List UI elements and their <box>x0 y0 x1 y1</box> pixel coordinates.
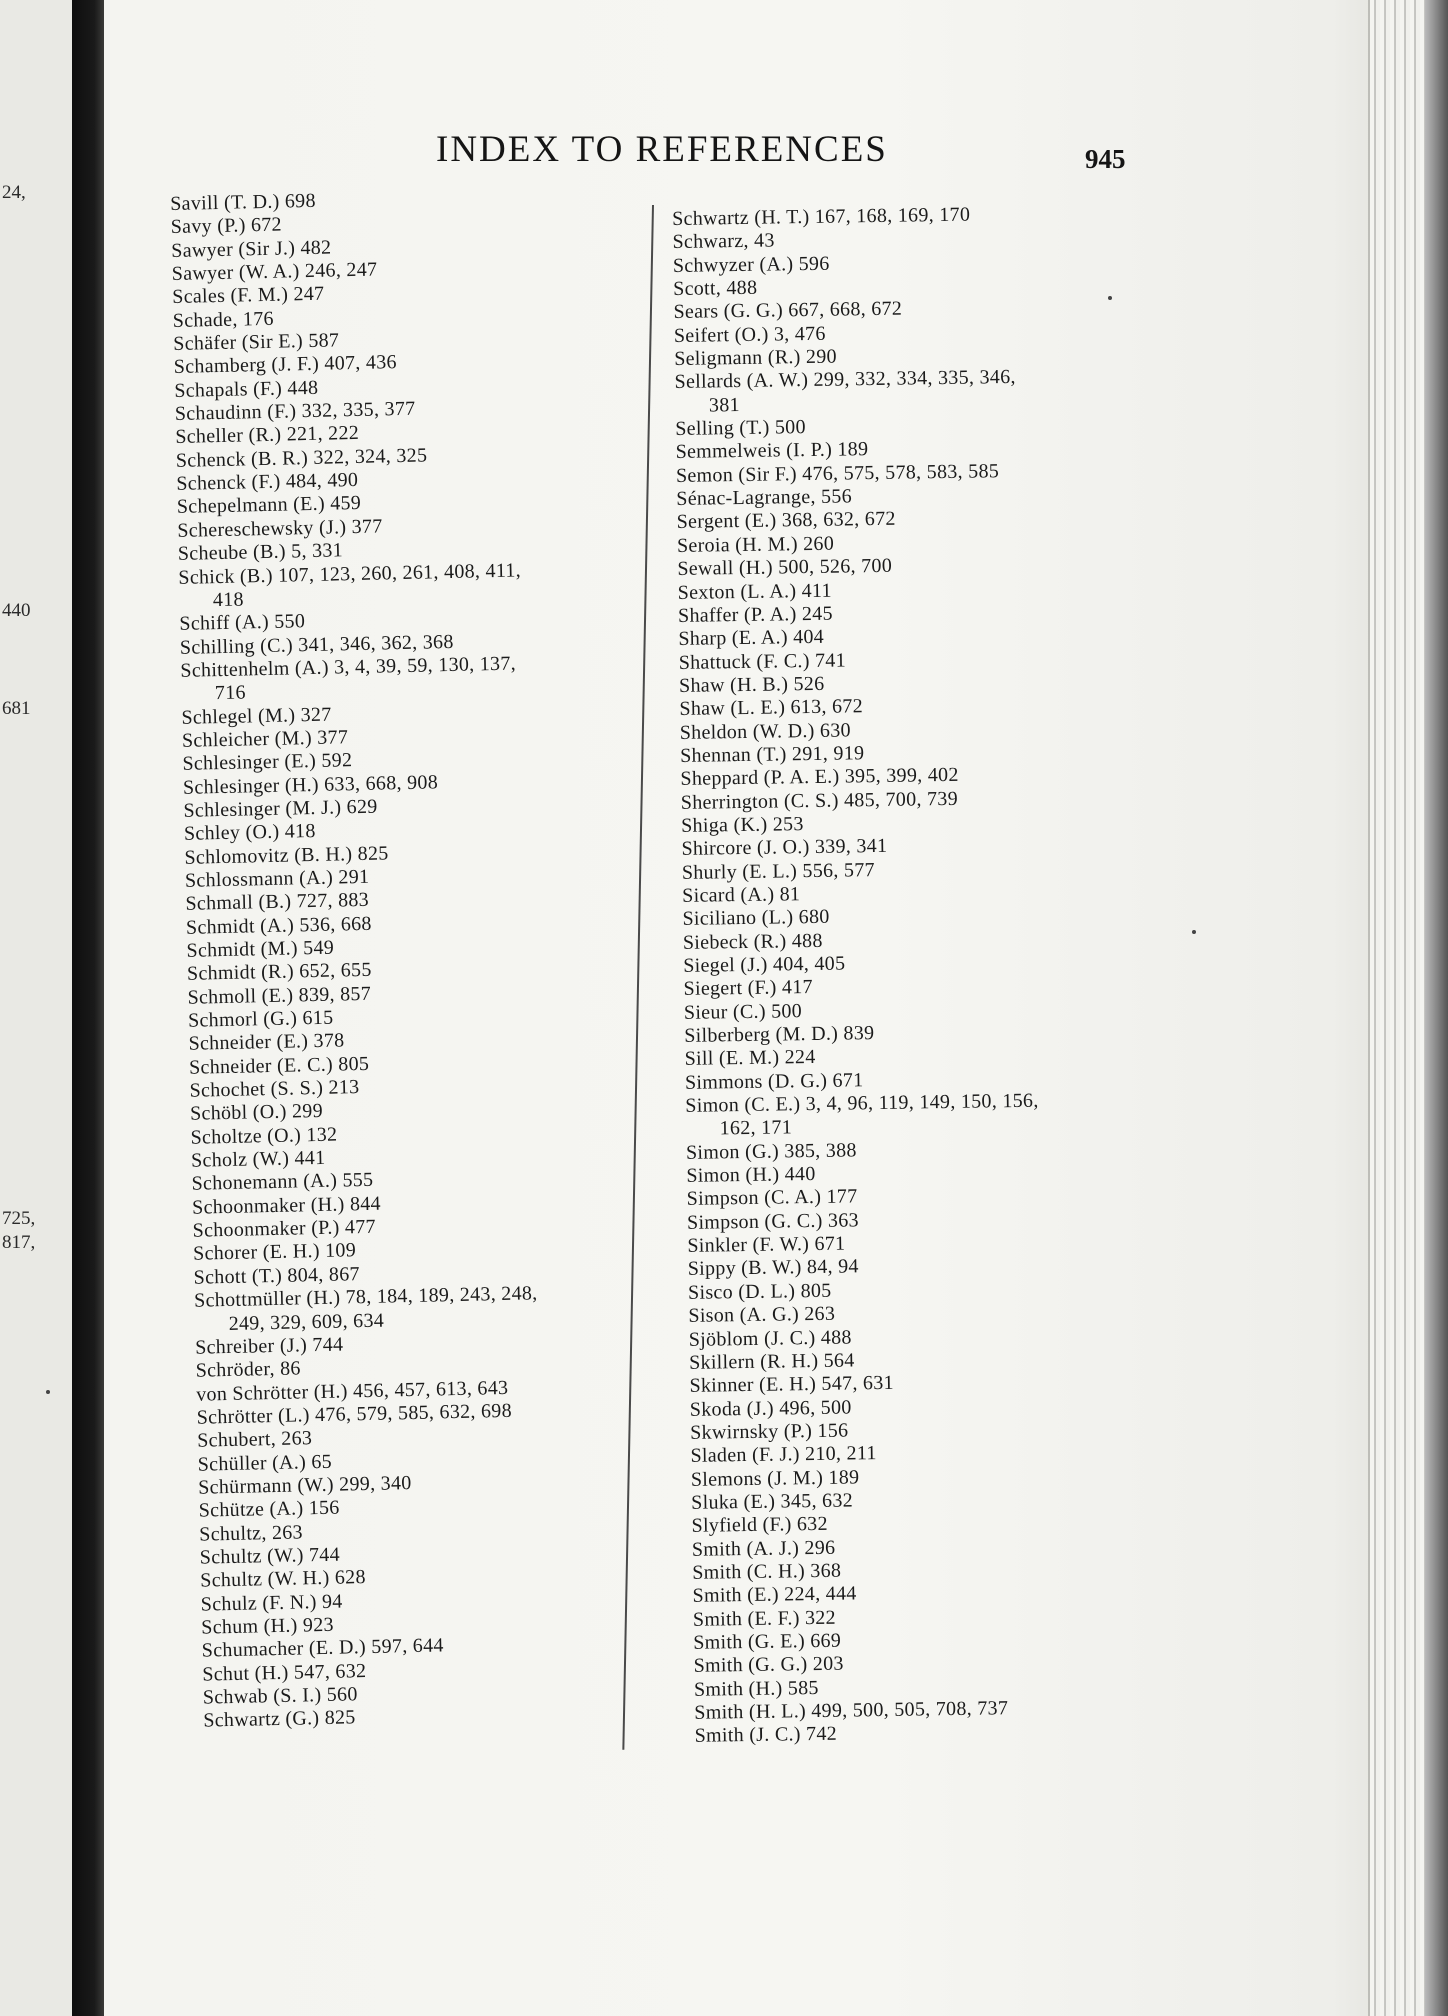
index-entry-text: Schultz, 263 <box>199 1521 304 1546</box>
index-entry-text: Schlomovitz (B. H.) 825 <box>184 842 389 869</box>
page-number: 945 <box>1085 144 1126 174</box>
index-entry-text: Schoonmaker (H.) 844 <box>191 1192 382 1219</box>
index-entry-text: Schenck (F.) 484, 490 <box>176 469 359 496</box>
index-entry-text: Sawyer (Sir J.) 482 <box>171 236 332 262</box>
index-entry-text: Selling (T.) 500 <box>675 416 806 441</box>
index-entry-text: Sawyer (W. A.) 246, 247 <box>171 258 378 286</box>
index-entry-text: Sharp (E. A.) 404 <box>678 625 825 651</box>
index-entry-text: Simon (G.) 385, 388 <box>685 1139 857 1164</box>
index-entry-text: Seligmann (R.) 290 <box>674 345 837 371</box>
index-entry-text: Schlegel (M.) 327 <box>181 703 332 729</box>
index-entry-text: Sippy (B. W.) 84, 94 <box>687 1255 859 1281</box>
margin-number: 817, <box>2 1232 36 1253</box>
index-entry-continuation: 162, 171 <box>719 1116 793 1140</box>
index-entry-text: Schapals (F.) 448 <box>174 376 319 402</box>
index-entry-text: Seifert (O.) 3, 476 <box>673 322 826 347</box>
index-entry-text: Savill (T. D.) 698 <box>170 189 317 215</box>
index-entry-text: Schamberg (J. F.) 407, 436 <box>173 351 398 379</box>
index-entry-text: Schneider (E.) 378 <box>188 1029 345 1056</box>
index-entry-continuation: 418 <box>212 588 245 612</box>
speck <box>46 1390 50 1394</box>
index-entry-text: Skinner (E. H.) 547, 631 <box>689 1372 895 1398</box>
index-entry-text: Schittenhelm (A.) 3, 4, 39, 59, 130, 137, <box>180 652 517 682</box>
index-entry-text: Siciliano (L.) 680 <box>682 906 830 931</box>
index-entry-text: Schade, 176 <box>172 307 275 332</box>
index-entry-text: Simmons (D. G.) 671 <box>684 1068 864 1094</box>
margin-number: 681 <box>2 698 31 719</box>
index-entry-text: Smith (J. C.) 742 <box>694 1723 838 1748</box>
index-entry-text: Sénac-Lagrange, 556 <box>676 485 853 511</box>
margin-number: 440 <box>2 600 31 621</box>
page-edge-shadow <box>1425 0 1448 2016</box>
index-entry-text: Shaw (L. E.) 613, 672 <box>679 695 864 721</box>
index-entry-text: Smith (A. J.) 296 <box>691 1536 836 1561</box>
index-entry-text: Scott, 488 <box>673 276 758 301</box>
index-entry-text: Smith (C. H.) 368 <box>692 1559 842 1584</box>
index-entry-text: Schulz (F. N.) 94 <box>200 1590 343 1616</box>
index-entry-text: Sluka (E.) 345, 632 <box>691 1489 854 1514</box>
index-entry-text: Schottmüller (H.) 78, 184, 189, 243, 248, <box>193 1282 538 1312</box>
index-entry-text: Silberberg (M. D.) 839 <box>684 1022 875 1047</box>
index-entry-text: Shattuck (F. C.) 741 <box>678 649 847 674</box>
index-entry-text: Skwirnsky (P.) 156 <box>690 1419 849 1444</box>
index-entry-text: Schmoll (E.) 839, 857 <box>187 982 372 1009</box>
index-column-right <box>672 201 1195 1749</box>
index-entry-text: Smith (H.) 585 <box>693 1676 819 1701</box>
speck <box>1192 930 1196 934</box>
index-entry-text: Schäfer (Sir E.) 587 <box>173 329 340 356</box>
index-entry-text: Scholz (W.) 441 <box>190 1146 326 1172</box>
index-entry-text: Schoonmaker (P.) 477 <box>192 1215 377 1242</box>
index-entry-text: Schmall (B.) 727, 883 <box>185 889 370 916</box>
margin-number: 725, <box>2 1208 36 1229</box>
index-entry-text: Sieur (C.) 500 <box>683 999 803 1024</box>
index-entry-text: Simpson (G. C.) 363 <box>686 1209 860 1234</box>
index-entry-text: Schlesinger (H.) 633, 668, 908 <box>182 770 439 799</box>
index-entry-text: Sewall (H.) 500, 526, 700 <box>677 554 893 581</box>
index-entry-text: Simpson (C. A.) 177 <box>686 1185 858 1211</box>
index-entry-text: Smith (E. F.) 322 <box>692 1606 837 1631</box>
index-entry-text: Schmidt (M.) 549 <box>186 936 335 962</box>
page-title: INDEX TO REFERENCES <box>436 129 888 170</box>
index-entry-text: Schonemann (A.) 555 <box>191 1169 374 1196</box>
index-entry-text: Schmidt (R.) 652, 655 <box>186 959 372 986</box>
index-entry-text: Simon (H.) 440 <box>686 1163 816 1187</box>
index-entry-text: Schum (H.) 923 <box>201 1613 335 1639</box>
index-entry-text: Scales (F. M.) 247 <box>172 283 325 309</box>
index-entry-text: Schott (T.) 804, 867 <box>193 1262 361 1289</box>
index-entry-text: Schwartz (H. T.) 167, 168, 169, 170 <box>672 203 971 230</box>
index-entry-text: Schlesinger (E.) 592 <box>182 749 353 776</box>
index-entry-text: Sexton (L. A.) 411 <box>677 579 832 604</box>
index-entry-text: Schrötter (L.) 476, 579, 585, 632, 698 <box>196 1399 513 1429</box>
index-entry <box>685 1088 1186 1142</box>
index-entry-text: Scheller (R.) 221, 222 <box>175 422 360 449</box>
index-entry-text: Schwartz (G.) 825 <box>203 1706 356 1732</box>
index-entry-text: Schlesinger (M. J.) 629 <box>183 795 378 822</box>
index-entry-text: Semon (Sir F.) 476, 575, 578, 583, 585 <box>675 459 1000 487</box>
index-entry-text: Sill (E. M.) 224 <box>684 1046 816 1071</box>
index-entry-text: Schorer (E. H.) 109 <box>192 1239 357 1266</box>
index-entry-text: Schenck (B. R.) 322, 324, 325 <box>175 444 428 472</box>
index-entry-text: Schut (H.) 547, 632 <box>202 1659 367 1686</box>
index-entry-text: Shiga (K.) 253 <box>681 813 804 837</box>
index-entry-text: Schwab (S. I.) 560 <box>202 1683 358 1709</box>
index-entry-text: Schürmann (W.) 299, 340 <box>198 1471 412 1499</box>
index-entry-text: Sears (G. G.) 667, 668, 672 <box>673 297 903 324</box>
index-entry-text: Seroia (H. M.) 260 <box>676 532 835 557</box>
index-entry-text: Siegert (F.) 417 <box>683 976 814 1001</box>
index-entry-text: Schwarz, 43 <box>672 229 775 254</box>
index-entry-text: Savy (P.) 672 <box>170 213 283 239</box>
index-entry-text: Schöbl (O.) 299 <box>189 1100 324 1126</box>
index-entry-text: Schüller (A.) 65 <box>197 1450 333 1476</box>
index-entry-text: Shaw (H. B.) 526 <box>678 672 825 697</box>
index-entry-text: Sinkler (F. W.) 671 <box>687 1232 846 1258</box>
index-entry-text: Scheube (B.) 5, 331 <box>177 539 344 566</box>
index-entry-text: Schaudinn (F.) 332, 335, 377 <box>174 397 416 426</box>
index-entry-text: Sheppard (P. A. E.) 395, 399, 402 <box>680 764 959 791</box>
index-entry-text: Schubert, 263 <box>196 1427 313 1452</box>
index-entry-text: Sisco (D. L.) 805 <box>687 1279 832 1304</box>
index-entry-text: Smith (E.) 224, 444 <box>692 1582 857 1608</box>
index-entry-text: Schultz (W. H.) 628 <box>200 1566 366 1592</box>
index-entry-text: Schiff (A.) 550 <box>179 610 306 636</box>
index-entry-text: Schley (O.) 418 <box>183 820 316 846</box>
index-entry-text: Shurly (E. L.) 556, 577 <box>681 858 876 884</box>
index-entry-text: Smith (H. L.) 499, 500, 505, 708, 737 <box>694 1697 1009 1724</box>
book-binding-shadow <box>72 0 104 2016</box>
index-entry-text: Sison (A. G.) 263 <box>688 1302 836 1328</box>
index-entry-text: Schütze (A.) 156 <box>198 1496 340 1522</box>
previous-page-margin <box>0 0 72 2016</box>
index-entry-text: Slemons (J. M.) 189 <box>690 1465 860 1491</box>
index-column-left <box>170 182 703 1733</box>
index-entry-text: Smith (G. E.) 669 <box>693 1629 842 1654</box>
index-entry-text: Siegel (J.) 404, 405 <box>683 952 846 977</box>
index-entry-text: Schreiber (J.) 744 <box>194 1333 344 1359</box>
index-entry-text: Sheldon (W. D.) 630 <box>679 718 851 744</box>
index-entry-text: Smith (G. G.) 203 <box>693 1652 844 1678</box>
index-entry-text: Schumacher (E. D.) 597, 644 <box>201 1634 444 1662</box>
index-entry-text: Shennan (T.) 291, 919 <box>679 742 865 767</box>
index-entry-text: Schwyzer (A.) 596 <box>672 252 830 277</box>
index-entry-text: Schochet (S. S.) 213 <box>189 1076 360 1102</box>
index-entry-text: Siebeck (R.) 488 <box>682 929 823 954</box>
index-entry-text: Schultz (W.) 744 <box>199 1543 341 1569</box>
index-entry-text: Sellards (A. W.) 299, 332, 334, 335, 346, <box>674 366 1016 394</box>
index-entry-text: Shircore (J. O.) 339, 341 <box>681 835 888 861</box>
index-entry-text: Sladen (F. J.) 210, 211 <box>690 1442 877 1468</box>
index-entry-text: Schmidt (A.) 536, 668 <box>185 912 372 939</box>
index-entry-text: Sicard (A.) 81 <box>682 883 801 907</box>
index-entry-text: Skoda (J.) 496, 500 <box>689 1395 852 1421</box>
index-entry-text: Schereschewsky (J.) 377 <box>177 515 383 542</box>
index-entry-text: Sjöblom (J. C.) 488 <box>688 1325 852 1351</box>
index-entry-text: Sherrington (C. S.) 485, 700, 739 <box>680 787 959 814</box>
index-entry-continuation: 249, 329, 609, 634 <box>228 1309 385 1335</box>
index-entry-text: Schick (B.) 107, 123, 260, 261, 408, 411, <box>178 558 522 589</box>
index-entry-text: Schepelmann (E.) 459 <box>176 492 362 519</box>
index-entry-text: Simon (C. E.) 3, 4, 96, 119, 149, 150, 156, <box>685 1089 1039 1117</box>
index-entry-text: Schröder, 86 <box>195 1357 301 1382</box>
index-entry-text: Schlossmann (A.) 291 <box>184 865 370 892</box>
index-entry-text: Schneider (E. C.) 805 <box>188 1052 370 1079</box>
margin-number: 24, <box>2 182 26 203</box>
index-entry-text: Scholtze (O.) 132 <box>190 1123 338 1149</box>
index-entry-text: Schleicher (M.) 377 <box>181 726 349 752</box>
index-entry-text: Slyfield (F.) 632 <box>691 1513 828 1538</box>
index-entry-text: Schilling (C.) 341, 346, 362, 368 <box>179 630 454 659</box>
index-entry <box>674 364 1175 418</box>
index-entry-text: Semmelweis (I. P.) 189 <box>675 438 869 464</box>
index-entry-continuation: 381 <box>708 393 740 417</box>
index-entry-text: Schmorl (G.) 615 <box>187 1006 334 1032</box>
index-entry-text: von Schrötter (H.) 456, 457, 613, 643 <box>195 1376 509 1406</box>
index-entry-continuation: 716 <box>214 681 247 705</box>
index-entry-text: Skillern (R. H.) 564 <box>688 1349 855 1374</box>
index-entry-text: Sergent (E.) 368, 632, 672 <box>676 508 896 534</box>
speck <box>1108 296 1112 300</box>
index-entry-text: Shaffer (P. A.) 245 <box>677 602 833 627</box>
